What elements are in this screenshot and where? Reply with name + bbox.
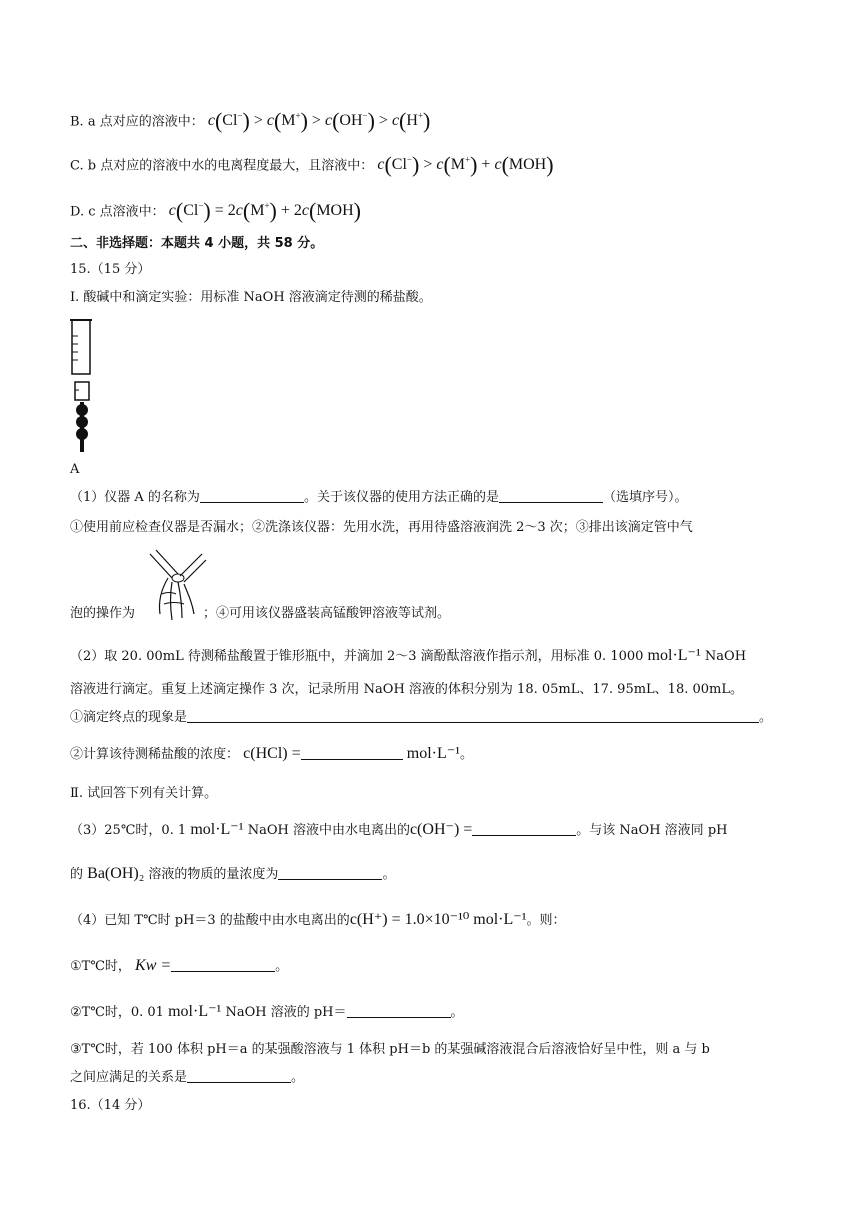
q1-options-line2-a: 泡的操作为 [70, 606, 136, 621]
option-d [70, 196, 361, 222]
q2-sub2-expr: c(HCl) = [243, 745, 301, 762]
q4-sub2-unit: mol·L⁻¹ [168, 1003, 222, 1020]
q1-options-line1: ①使用前应检查仪器是否漏水；②洗涤该仪器：先用水洗，再用待盛溶液润洗 2～3 次；③排出该滴定管中气 [70, 520, 693, 535]
q4-sub3-line1: ③T℃时，若 100 体积 pH＝a 的某强酸溶液与 1 体积 pH＝b 的某强碱溶液混合后溶液恰好呈中性，则 a 与 b [70, 1042, 710, 1057]
q1-options-line2-b: ；④可用该仪器盛装高锰酸钾溶液等试剂。 [203, 606, 451, 621]
q4-sub1-text: ①T℃时， [70, 959, 131, 974]
option-b-expr: c(Cl−) > c(M+) > c(OH−) > c(H+) [207, 108, 431, 134]
q4-sub1-blank[interactable] [171, 957, 275, 972]
q2-line2: 溶液进行滴定。重复上述滴定操作 3 次，记录所用 NaOH 溶液的体积分别为 18. 05mL、17. 95mL、18. 00mL。 [70, 682, 743, 697]
q2-sub2 [70, 744, 473, 765]
q3-expr2: Ba(OH)₂ [87, 865, 145, 882]
q4-sub2-text-b: NaOH 溶液的 pH＝ [225, 1005, 347, 1020]
q1-text-a: （1）仪器 A 的名称为 [70, 490, 200, 505]
q1-text-b: 。关于该仪器的使用方法正确的是 [303, 490, 499, 505]
figure-label: A [70, 462, 80, 477]
q1-options-line2 [70, 604, 450, 624]
q4-text-b: 。则： [526, 913, 566, 928]
q3-text-e: 溶液的物质的量浓度为 [148, 867, 279, 882]
q4-expr: c(H⁺) = 1.0×10⁻¹⁰ mol·L⁻¹ [349, 911, 527, 928]
q2-text-a: （2）取 20. 00mL 待测稀盐酸置于锥形瓶中，并滴加 2～3 滴酚酞溶液作指示剂，用标准 0. 1000 [70, 649, 644, 664]
q3-expr: c(OH⁻) = [409, 821, 473, 838]
q16-header: 16.（14 分） [70, 1098, 151, 1113]
q4-line1 [70, 910, 566, 931]
q3-text-d: 的 [70, 867, 84, 882]
q2-sub2-unit: mol·L⁻¹ [406, 745, 460, 762]
section-title: 二、非选择题：本题共 4 小题，共 58 分。 [70, 236, 324, 251]
q2-text-b: NaOH [704, 649, 747, 664]
option-c-expr: c(Cl−) > c(M+) + c(MOH) [377, 152, 554, 178]
q2-sub1-text: ①滴定终点的现象是 [70, 710, 188, 725]
q4-text-a: （4）已知 T℃时 pH＝3 的盐酸中由水电离出的 [70, 913, 350, 928]
q4-sub3-line2 [70, 1068, 304, 1088]
q2-sub1-period: 。 [759, 710, 773, 725]
q1-blank-1[interactable] [200, 488, 304, 503]
option-b-label: B. a 点对应的溶液中： [70, 114, 204, 130]
q3-unit: mol·L⁻¹ [190, 821, 244, 838]
q3-period: 。 [382, 867, 396, 882]
q15-header: 15.（15 分） [70, 262, 151, 277]
q2-unit: mol·L⁻¹ [647, 647, 701, 664]
burette-figure [66, 318, 98, 453]
q2-sub2-text: ②计算该待测稀盐酸的浓度： [70, 747, 240, 762]
option-b [70, 106, 430, 132]
q4-sub3-blank[interactable] [187, 1068, 291, 1083]
q2-sub2-blank[interactable] [301, 745, 403, 760]
q3-text-c: 。与该 NaOH 溶液同 pH [576, 823, 728, 838]
q1-text-c: （选填序号）。 [602, 490, 688, 505]
q4-sub2-period: 。 [450, 1005, 464, 1020]
q1 [70, 488, 687, 508]
q4-sub1-period: 。 [275, 959, 289, 974]
q1-blank-2[interactable] [499, 488, 603, 503]
q2-sub2-period: 。 [459, 747, 473, 762]
q2-sub1-blank[interactable] [187, 708, 759, 723]
q4-sub3-period: 。 [291, 1070, 305, 1085]
q4-sub2-blank[interactable] [347, 1003, 451, 1018]
q3-blank-2[interactable] [278, 865, 382, 880]
option-c [70, 150, 554, 176]
q4-sub2 [70, 1002, 464, 1023]
q15-part2-title: Ⅱ. 试回答下列有关计算。 [70, 786, 218, 801]
q4-sub1 [70, 956, 288, 977]
q3-blank-1[interactable] [472, 821, 576, 836]
q4-sub1-expr: Kw = [135, 957, 172, 974]
q2-sub1 [70, 708, 772, 728]
option-c-label: C. b 点对应的溶液中水的电离程度最大，且溶液中： [70, 158, 374, 174]
option-d-expr: c(Cl−) = 2c(M+) + 2c(MOH) [168, 198, 361, 224]
q2-line1 [70, 646, 746, 667]
option-d-label: D. c 点溶液中： [70, 204, 165, 220]
q3-line1 [70, 820, 727, 841]
q3-text-b: NaOH 溶液中由水电离出的 [247, 823, 410, 838]
q15-part1-title: Ⅰ. 酸碱中和滴定实验：用标准 NaOH 溶液滴定待测的稀盐酸。 [70, 290, 432, 305]
q4-sub2-text-a: ②T℃时，0. 01 [70, 1005, 164, 1020]
q4-sub3-text: 之间应满足的关系是 [70, 1070, 188, 1085]
q3-text-a: （3）25℃时，0. 1 [70, 823, 187, 838]
q3-line2 [70, 864, 395, 885]
